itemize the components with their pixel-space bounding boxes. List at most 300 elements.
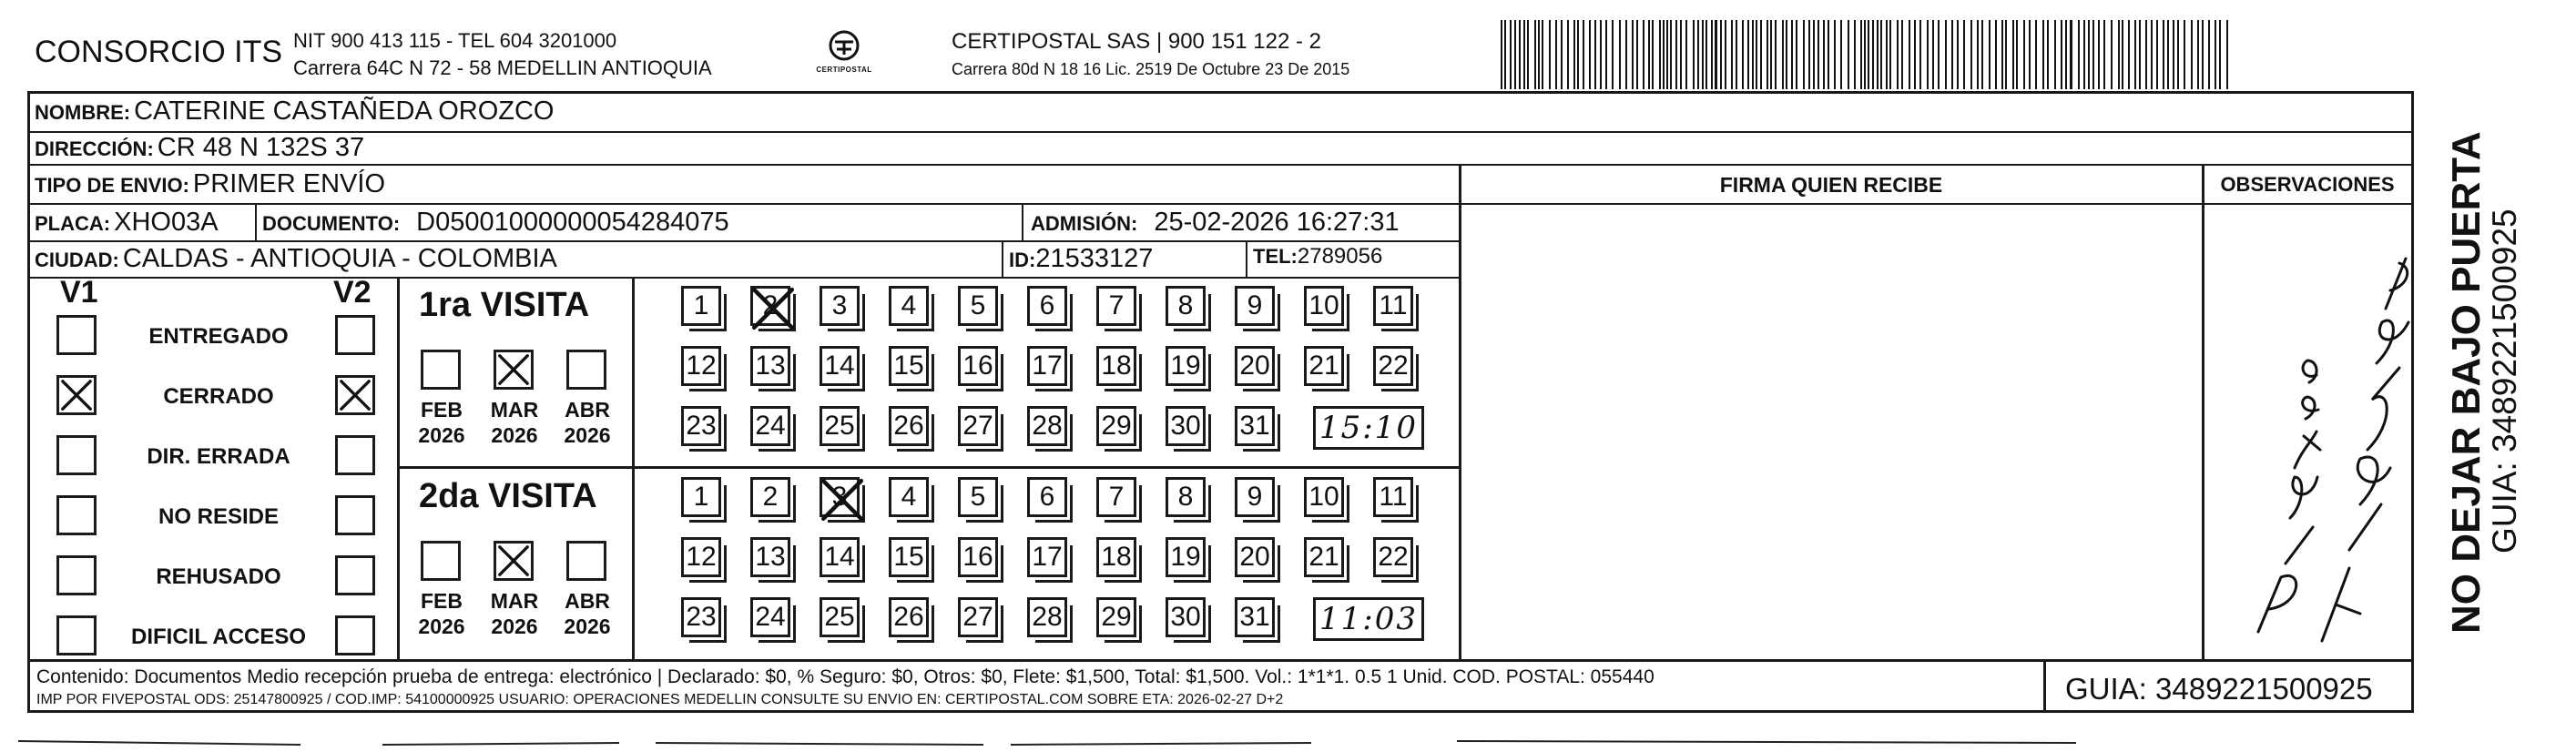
- barcode-bar: [1705, 20, 1707, 89]
- v1-header: V1: [60, 275, 98, 310]
- barcode-bar: [1538, 20, 1540, 89]
- visit-time: 15:10: [1319, 410, 1418, 446]
- barcode-bar: [1549, 20, 1551, 89]
- day-checkbox[interactable]: [820, 597, 860, 637]
- day-checkbox[interactable]: [958, 597, 998, 637]
- barcode-bar: [2167, 20, 2169, 89]
- barcode-bar: [2134, 20, 2136, 89]
- day-checkbox[interactable]: [1027, 477, 1067, 517]
- day-number: 10: [1308, 290, 1339, 320]
- barcode-bar: [1834, 20, 1836, 89]
- barcode-bar: [1619, 20, 1621, 89]
- day-checkbox[interactable]: [750, 477, 790, 517]
- barcode-bar: [1981, 20, 1983, 89]
- row-divider: [27, 131, 2413, 133]
- day-checkbox[interactable]: [1304, 477, 1344, 517]
- barcode-bar: [1796, 20, 1797, 89]
- v2-header: V2: [333, 275, 372, 310]
- column-divider: [632, 277, 635, 661]
- logo-caption: CERTIPOSTAL: [816, 66, 872, 74]
- barcode-bar: [1927, 20, 1929, 89]
- barcode-bar: [1823, 20, 1825, 89]
- firma-header: FIRMA QUIEN RECIBE: [1719, 173, 1943, 197]
- barcode-bar: [1555, 20, 1557, 89]
- barcode-bar: [1901, 20, 1903, 89]
- check-x-icon: [749, 285, 797, 332]
- visit-time-box[interactable]: [1313, 597, 1424, 641]
- day-checkbox[interactable]: [681, 597, 721, 637]
- day-number: 19: [1170, 351, 1201, 381]
- day-checkbox[interactable]: [889, 537, 929, 577]
- barcode-bar: [1860, 20, 1862, 89]
- tel-label: TEL:: [1253, 245, 1298, 268]
- id-value: 21533127: [1035, 244, 1154, 273]
- day-number: 11: [1379, 290, 1408, 320]
- day-checkbox[interactable]: [750, 346, 790, 386]
- barcode-bar: [2078, 20, 2080, 89]
- courier-name-line: CERTIPOSTAL SAS | 900 151 122 - 2: [952, 29, 1321, 54]
- barcode-bar: [1643, 20, 1644, 89]
- barcode-bar: [1889, 20, 1891, 89]
- day-checkbox[interactable]: [1096, 286, 1136, 326]
- month-label: ABR: [565, 398, 610, 422]
- day-number: 8: [1177, 290, 1194, 320]
- month-checkbox[interactable]: [494, 541, 534, 581]
- barcode-bar: [1527, 20, 1529, 89]
- day-checkbox[interactable]: [1096, 597, 1136, 637]
- visit-title: 1ra VISITA: [419, 286, 590, 324]
- form-top-border: [27, 91, 2413, 94]
- barcode-bar: [1523, 20, 1525, 89]
- day-number: 13: [755, 351, 786, 381]
- barcode-bar: [1803, 20, 1805, 89]
- month-checkbox[interactable]: [566, 541, 606, 581]
- direccion-value: CR 48 N 132S 37: [157, 133, 365, 162]
- barcode-bar: [1995, 20, 1997, 89]
- day-number: 28: [1032, 602, 1063, 632]
- day-number: 17: [1032, 542, 1063, 572]
- barcode-bar: [1970, 20, 1972, 89]
- visit-time: 11:03: [1319, 601, 1418, 637]
- barcode-bar: [2177, 20, 2179, 89]
- day-checkbox[interactable]: [681, 346, 721, 386]
- day-checkbox[interactable]: [889, 286, 929, 326]
- tel-field: [1253, 244, 1382, 269]
- day-checkbox[interactable]: [958, 477, 998, 517]
- barcode-bar: [1828, 20, 1829, 89]
- barcode-bar: [1938, 20, 1940, 89]
- nombre-label: NOMBRE:: [35, 101, 131, 124]
- day-checkbox[interactable]: [1166, 406, 1206, 446]
- barcode-bar: [1589, 20, 1591, 89]
- day-checkbox[interactable]: [820, 477, 860, 517]
- barcode-bar: [1636, 20, 1638, 89]
- row-divider: [27, 203, 2413, 205]
- barcode-bar: [2098, 20, 2100, 89]
- day-number: 6: [1039, 290, 1055, 320]
- day-checkbox[interactable]: [1166, 346, 1206, 386]
- day-number: 15: [893, 351, 924, 381]
- day-checkbox[interactable]: [820, 406, 860, 446]
- status-label: NO RESIDE: [158, 504, 280, 529]
- barcode: [1501, 20, 2229, 89]
- day-checkbox[interactable]: [1235, 477, 1275, 517]
- check-x-icon: [496, 352, 531, 387]
- v1-checkbox[interactable]: [56, 375, 97, 415]
- day-checkbox[interactable]: [820, 537, 860, 577]
- placa-field: [35, 208, 219, 238]
- day-number: 17: [1032, 351, 1063, 381]
- status-label: REHUSADO: [156, 564, 281, 589]
- day-checkbox[interactable]: [1373, 286, 1413, 326]
- day-checkbox[interactable]: [750, 406, 790, 446]
- barcode-bar: [1854, 20, 1856, 89]
- day-checkbox[interactable]: [958, 406, 998, 446]
- day-checkbox[interactable]: [889, 477, 929, 517]
- barcode-bar: [2202, 20, 2204, 89]
- month-checkbox[interactable]: [421, 350, 461, 390]
- column-divider: [1246, 240, 1247, 277]
- v2-checkbox[interactable]: [335, 315, 375, 355]
- day-checkbox[interactable]: [958, 537, 998, 577]
- row-divider: [27, 164, 2413, 166]
- barcode-bar: [1864, 20, 1866, 89]
- day-checkbox[interactable]: [1096, 477, 1136, 517]
- barcode-bar: [1747, 20, 1749, 89]
- month-label: MAR: [490, 589, 539, 613]
- barcode-bar: [1951, 20, 1953, 89]
- day-number: 12: [686, 351, 717, 381]
- barcode-bar: [2208, 20, 2210, 89]
- day-number: 29: [1101, 602, 1132, 632]
- month-year: 2026: [491, 615, 538, 638]
- row-divider: [27, 240, 1459, 242]
- footer-contents-line: Contenido: Documentos Medio recepción prueba de entrega: electrónico | Declarado: $0, % Seguro: $0, Otros: $0, Flete: $1,500, Total: $1,500. Vol.: 1*1*1. 0.5 1 Unid. COD. POSTAL: 055440: [36, 666, 1655, 687]
- documento-value: D05001000000054284075: [416, 208, 729, 237]
- barcode-bar: [1919, 20, 1921, 89]
- v1-checkbox[interactable]: [56, 555, 97, 595]
- barcode-bar: [1848, 20, 1849, 89]
- status-label: ENTREGADO: [148, 324, 289, 349]
- v1-checkbox[interactable]: [56, 615, 97, 655]
- day-checkbox[interactable]: [1373, 537, 1413, 577]
- day-number: 26: [893, 411, 924, 441]
- day-number: 24: [755, 411, 786, 441]
- day-checkbox[interactable]: [1304, 537, 1344, 577]
- barcode-bar: [2005, 20, 2007, 89]
- v2-checkbox[interactable]: [335, 495, 375, 535]
- visit-title: 2da VISITA: [419, 477, 597, 515]
- day-checkbox[interactable]: [958, 346, 998, 386]
- barcode-bar: [1872, 20, 1874, 89]
- day-number: 25: [824, 602, 855, 632]
- month-label: FEB: [421, 398, 463, 422]
- admision-label: ADMISIÓN:: [1031, 212, 1138, 235]
- barcode-bar: [1877, 20, 1879, 89]
- day-checkbox[interactable]: [1304, 286, 1344, 326]
- barcode-bar: [1605, 20, 1607, 89]
- day-checkbox[interactable]: [889, 346, 929, 386]
- v1-checkbox[interactable]: [56, 495, 97, 535]
- day-number: 2: [762, 290, 779, 320]
- barcode-bar: [2118, 20, 2120, 89]
- day-checkbox[interactable]: [681, 537, 721, 577]
- day-number: 1: [693, 482, 709, 512]
- barcode-bar: [1612, 20, 1614, 89]
- day-number: 31: [1239, 602, 1270, 632]
- day-number: 5: [970, 482, 986, 512]
- ciudad-label: CIUDAD:: [35, 249, 119, 271]
- barcode-bar: [1977, 20, 1979, 89]
- day-checkbox[interactable]: [1027, 537, 1067, 577]
- status-label: DIFICIL ACCESO: [130, 625, 306, 649]
- day-number: 30: [1170, 602, 1201, 632]
- barcode-bar: [1594, 20, 1596, 89]
- v1-checkbox[interactable]: [56, 435, 97, 475]
- barcode-bar: [2226, 20, 2228, 89]
- visit-time-box[interactable]: [1313, 406, 1424, 450]
- v1-checkbox[interactable]: [56, 315, 97, 355]
- day-number: 3: [831, 482, 848, 512]
- day-checkbox[interactable]: [820, 346, 860, 386]
- v2-checkbox[interactable]: [335, 375, 375, 415]
- ciudad-field: [35, 244, 557, 274]
- barcode-bar: [2173, 20, 2174, 89]
- month-checkbox[interactable]: [494, 350, 534, 390]
- barcode-bar: [1808, 20, 1810, 89]
- column-divider: [2043, 659, 2046, 712]
- barcode-bar: [1752, 20, 1754, 89]
- barcode-bar: [1720, 20, 1722, 89]
- day-number: 27: [962, 411, 993, 441]
- day-number: 2: [762, 482, 779, 512]
- day-checkbox[interactable]: [1235, 597, 1275, 637]
- footer-guia: GUIA: 3489221500925: [2065, 672, 2373, 706]
- day-checkbox[interactable]: [750, 597, 790, 637]
- barcode-bar: [2016, 20, 2018, 89]
- day-number: 21: [1308, 542, 1339, 572]
- barcode-bar: [2111, 20, 2113, 89]
- row-divider: [397, 466, 1459, 469]
- day-number: 7: [1108, 482, 1125, 512]
- column-divider: [255, 203, 257, 240]
- barcode-bar: [1510, 20, 1512, 89]
- barcode-bar: [2197, 20, 2199, 89]
- barcode-bar: [2029, 20, 2031, 89]
- v2-checkbox[interactable]: [335, 555, 375, 595]
- barcode-bar: [1736, 20, 1737, 89]
- day-checkbox[interactable]: [1373, 477, 1413, 517]
- day-number: 22: [1378, 542, 1409, 572]
- barcode-bar: [1697, 20, 1699, 89]
- month-checkbox[interactable]: [421, 541, 461, 581]
- day-checkbox[interactable]: [750, 286, 790, 326]
- barcode-bar: [2156, 20, 2158, 89]
- month-year: 2026: [564, 423, 611, 447]
- id-label: ID:: [1009, 249, 1036, 271]
- barcode-bar: [1652, 20, 1654, 89]
- barcode-bar: [1675, 20, 1677, 89]
- barcode-bar: [1813, 20, 1815, 89]
- day-number: 29: [1101, 411, 1132, 441]
- barcode-bar: [1868, 20, 1869, 89]
- check-x-icon: [496, 544, 531, 578]
- barcode-bar: [1957, 20, 1959, 89]
- barcode-bar: [2065, 20, 2067, 89]
- day-checkbox[interactable]: [820, 286, 860, 326]
- day-checkbox[interactable]: [1166, 286, 1206, 326]
- day-number: 1: [693, 290, 709, 320]
- v2-checkbox[interactable]: [335, 435, 375, 475]
- day-number: 24: [755, 602, 786, 632]
- barcode-bar: [2001, 20, 2003, 89]
- barcode-bar: [1577, 20, 1579, 89]
- form-right-border: [2411, 91, 2414, 712]
- day-number: 25: [824, 411, 855, 441]
- barcode-bar: [1561, 20, 1563, 89]
- barcode-bar: [1840, 20, 1842, 89]
- footer-print-line: IMP POR FIVEPOSTAL ODS: 25147800925 / COD.IMP: 54100000925 USUARIO: OPERACIONES MEDELLIN CONSULTE SU ENVIO EN: CERTIPOSTAL.COM SOBRE ETA: 2026-02-27 D+2: [36, 692, 1284, 707]
- check-x-icon: [59, 378, 94, 412]
- day-checkbox[interactable]: [889, 597, 929, 637]
- status-label: CERRADO: [163, 384, 274, 409]
- v2-checkbox[interactable]: [335, 615, 375, 655]
- day-checkbox[interactable]: [889, 406, 929, 446]
- day-number: 9: [1247, 290, 1263, 320]
- day-checkbox[interactable]: [1096, 346, 1136, 386]
- day-number: 4: [901, 290, 917, 320]
- day-checkbox[interactable]: [1027, 286, 1067, 326]
- day-number: 14: [824, 351, 855, 381]
- barcode-bar: [1880, 20, 1882, 89]
- barcode-bar: [1519, 20, 1521, 89]
- side-warning: NO DEJAR BAJO PUERTA: [2444, 131, 2489, 634]
- month-year: 2026: [418, 423, 465, 447]
- tear-marks: [0, 734, 2576, 752]
- barcode-bar: [1670, 20, 1672, 89]
- barcode-bar: [1782, 20, 1784, 89]
- day-number: 26: [893, 602, 924, 632]
- day-checkbox[interactable]: [1235, 406, 1275, 446]
- day-checkbox[interactable]: [1304, 346, 1344, 386]
- day-checkbox[interactable]: [1166, 597, 1206, 637]
- day-checkbox[interactable]: [1027, 406, 1067, 446]
- admision-field: [1031, 208, 1400, 238]
- day-number: 16: [962, 351, 993, 381]
- barcode-bar: [2012, 20, 2014, 89]
- barcode-bar: [1817, 20, 1819, 89]
- day-checkbox[interactable]: [1235, 286, 1275, 326]
- barcode-bar: [1715, 20, 1717, 89]
- barcode-bar: [2128, 20, 2130, 89]
- barcode-bar: [1770, 20, 1772, 89]
- day-checkbox[interactable]: [1096, 406, 1136, 446]
- day-checkbox[interactable]: [750, 537, 790, 577]
- month-checkbox[interactable]: [566, 350, 606, 390]
- column-divider: [1022, 203, 1023, 240]
- day-number: 15: [893, 542, 924, 572]
- nombre-field: [35, 97, 554, 127]
- barcode-bar: [1534, 20, 1536, 89]
- barcode-bar: [1501, 20, 1502, 89]
- day-checkbox[interactable]: [1166, 537, 1206, 577]
- day-number: 18: [1101, 542, 1132, 572]
- barcode-bar: [2035, 20, 2037, 89]
- day-checkbox[interactable]: [681, 286, 721, 326]
- direccion-label: DIRECCIÓN:: [35, 137, 154, 160]
- day-checkbox[interactable]: [1373, 346, 1413, 386]
- day-number: 16: [962, 542, 993, 572]
- barcode-bar: [1680, 20, 1682, 89]
- month-label: MAR: [490, 398, 539, 422]
- day-number: 30: [1170, 411, 1201, 441]
- day-number: 22: [1378, 351, 1409, 381]
- day-number: 20: [1239, 351, 1270, 381]
- day-number: 19: [1170, 542, 1201, 572]
- barcode-bar: [1897, 20, 1899, 89]
- company-address-line: Carrera 64C N 72 - 58 MEDELLIN ANTIOQUIA: [293, 56, 712, 79]
- barcode-bar: [2023, 20, 2025, 89]
- day-checkbox[interactable]: [681, 406, 721, 446]
- barcode-bar: [1600, 20, 1602, 89]
- status-label: DIR. ERRADA: [147, 444, 290, 469]
- barcode-bar: [2219, 20, 2221, 89]
- barcode-bar: [2042, 20, 2044, 89]
- day-checkbox[interactable]: [958, 286, 998, 326]
- day-number: 28: [1032, 411, 1063, 441]
- ciudad-value: CALDAS - ANTIOQUIA - COLOMBIA: [122, 244, 557, 273]
- barcode-bar: [1791, 20, 1793, 89]
- day-checkbox[interactable]: [1027, 597, 1067, 637]
- company-nit-line: NIT 900 413 115 - TEL 604 3201000: [293, 29, 617, 52]
- day-number: 31: [1239, 411, 1270, 441]
- barcode-bar: [1583, 20, 1584, 89]
- barcode-bar: [2145, 20, 2147, 89]
- barcode-bar: [1932, 20, 1934, 89]
- day-number: 11: [1379, 482, 1408, 512]
- barcode-bar: [1963, 20, 1965, 89]
- day-number: 7: [1108, 290, 1125, 320]
- barcode-bar: [1756, 20, 1757, 89]
- day-number: 23: [686, 411, 717, 441]
- barcode-bar: [1711, 20, 1713, 89]
- column-divider: [1459, 164, 1461, 661]
- day-checkbox[interactable]: [1235, 537, 1275, 577]
- side-guia: GUIA: 3489221500925: [2486, 208, 2523, 554]
- day-checkbox[interactable]: [1166, 477, 1206, 517]
- row-divider: [27, 659, 2413, 662]
- barcode-bar: [1702, 20, 1704, 89]
- day-checkbox[interactable]: [1096, 537, 1136, 577]
- day-checkbox[interactable]: [1027, 346, 1067, 386]
- month-label: ABR: [565, 589, 610, 613]
- tipo-envio-field: [35, 169, 385, 199]
- barcode-bar: [2061, 20, 2062, 89]
- day-checkbox[interactable]: [1235, 346, 1275, 386]
- documento-field: [262, 208, 729, 238]
- barcode-bar: [1775, 20, 1777, 89]
- form-bottom-border: [27, 710, 2414, 713]
- barcode-bar: [1573, 20, 1575, 89]
- day-checkbox[interactable]: [681, 477, 721, 517]
- day-number: 8: [1177, 482, 1194, 512]
- barcode-bar: [2184, 20, 2185, 89]
- barcode-bar: [1989, 20, 1991, 89]
- barcode-bar: [1725, 20, 1726, 89]
- barcode-bar: [1632, 20, 1634, 89]
- month-label: FEB: [421, 589, 463, 613]
- month-year: 2026: [491, 423, 538, 447]
